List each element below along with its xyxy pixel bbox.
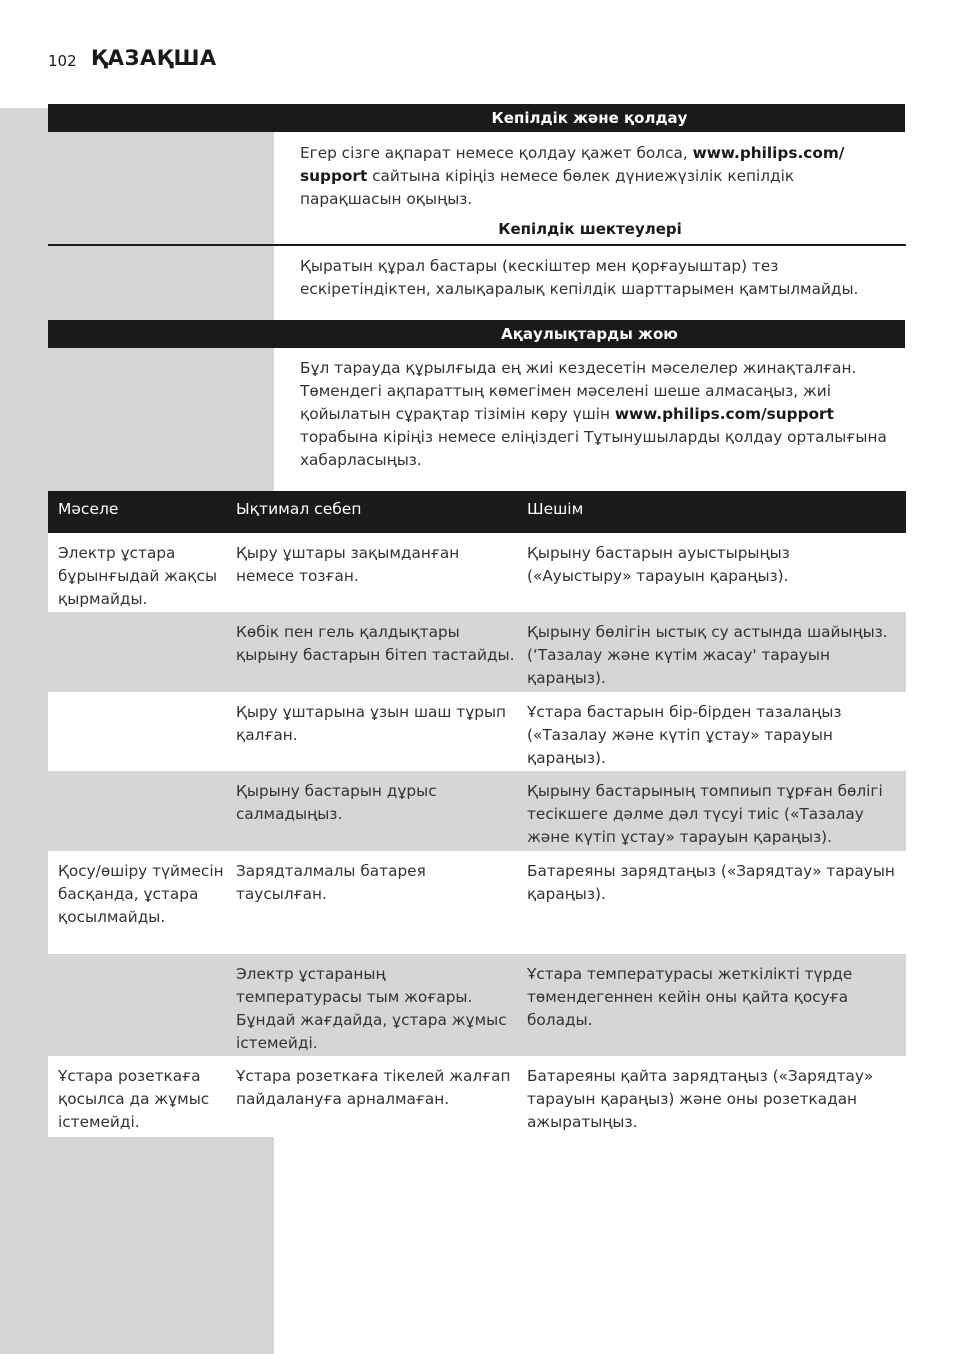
warranty-heading-bar [48,104,905,132]
table-header [48,491,906,533]
cell-problem: Электр ұстара бұрынғыдай жақсы қырмайды. [58,544,218,608]
table-row [48,851,906,954]
cell-cause: Ұстара розеткаға тікелей жалғап пайдалануға арналмаған. [236,1067,511,1108]
cell-cause: Электр ұстараның температурасы тым жоғары. Бұндай жағдайда, ұстара жұмыс істемейді. [236,965,507,1052]
troubleshooting-link[interactable]: www.philips.com/support [614,405,834,423]
troubleshooting-table [48,491,906,1137]
header-solution: Шешім [527,500,584,518]
restrictions-paragraph: Қыратын құрал бастары (кескіштер мен қорғауыштар) тез ескіретіндіктен, халықаралық кепілдік шарттарымен қамтылмайды. [300,257,859,298]
page-number: 102 [48,52,77,70]
warranty-heading: Кепілдік және қолдау [491,109,688,127]
cell-problem: Қосу/өшіру түймесін басқанда, ұстара қосылмайды. [58,862,224,926]
header-problem: Мәселе [58,500,119,518]
cell-problem: Ұстара розеткаға қосылса да жұмыс істемейді. [58,1067,210,1131]
cell-solution: Қырыну бөлігін ыстық су астында шайыңыз. (‘Тазалау және күтім жасау' тарауын қараңыз). [527,623,888,687]
warranty-link[interactable]: www.philips.com/ support [300,144,845,185]
cell-cause: Көбік пен гель қалдықтары қырыну бастарын бітеп тастайды. [236,623,515,664]
table-row [48,612,906,692]
cell-solution: Қырыну бастарының томпиып тұрған бөлігі тесікшеге дәлме дәл түсуі тиіс («Тазалау және күтіп ұстау» тарауын қараңыз). [527,782,883,846]
cell-solution: Қырыну бастарын ауыстырыңыз («Ауыстыру» тарауын қараңыз). [527,544,790,585]
troubleshooting-heading: Ақаулықтарды жою [501,325,678,343]
warranty-paragraph: Егер сізге ақпарат немесе қолдау қажет болса, www.philips.com/ support сайтына кіріңіз немесе бөлек дүниежүзілік кепілдік парақшасын оқыңыз. [300,144,845,208]
table-row [48,1056,906,1137]
table-row [48,692,906,771]
troubleshooting-heading-bar [48,320,905,348]
table-row [48,954,906,1056]
troubleshooting-paragraph: Бұл тарауда құрылғыда ең жиі кездесетін мәселелер жинақталған. Төмендегі ақпараттың көмегімен мәселені шеше алмасаңыз, жиі қойылатын сұрақтар тізімін көру үшін www.philips.com/support торабына кіріңіз немесе еліңіздегі Тұтынушыларды қолдау орталығына хабарласыңыз. [300,359,887,469]
restrictions-heading-bar [48,220,906,246]
cell-solution: Ұстара температурасы жеткілікті түрде төмендегеннен кейін оны қайта қосуға болады. [527,965,853,1029]
cell-cause: Зарядталмалы батарея таусылған. [236,862,426,903]
table-row [48,533,906,612]
cell-solution: Ұстара бастарын бір-бірден тазалаңыз («Тазалау және күтіп ұстау» тарауын қараңыз). [527,703,842,767]
table-row [48,771,906,851]
cell-cause: Қыру ұштары зақымданған немесе тозған. [236,544,460,585]
cell-solution: Батареяны қайта зарядтаңыз («Зарядтау» тарауын қараңыз) және оны розеткадан ажыратыңыз. [527,1067,874,1131]
restrictions-heading: Кепілдік шектеулері [498,220,682,238]
header-cause: Ықтимал себеп [236,500,362,518]
page-language-title: ҚАЗАҚША [91,46,217,70]
cell-solution: Батареяны зарядтаңыз («Зарядтау» тарауын қараңыз). [527,862,895,903]
cell-cause: Қыру ұштарына ұзын шаш тұрып қалған. [236,703,507,744]
cell-cause: Қырыну бастарын дұрыс салмадыңыз. [236,782,437,823]
